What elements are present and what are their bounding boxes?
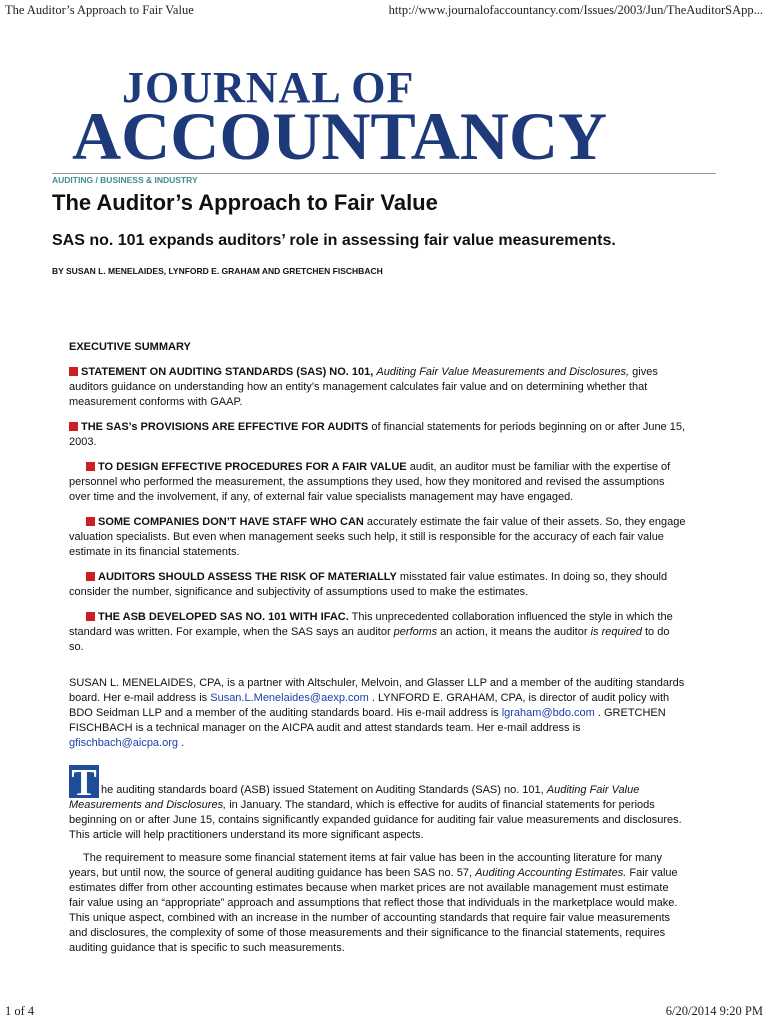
red-square-bullet-icon <box>69 422 78 431</box>
emphasis-performs: performs <box>393 626 438 638</box>
print-page-number: 1 of 4 <box>5 1004 35 1018</box>
bullet-lead: STATEMENT ON AUDITING STANDARDS (SAS) NO. 101, <box>81 366 374 378</box>
bullet-lead: SOME COMPANIES DON’T HAVE STAFF WHO CAN <box>98 516 364 528</box>
bullet-text: to do so. <box>69 626 670 653</box>
red-square-bullet-icon <box>86 572 95 581</box>
logo-line-2: ACCOUNTANCY <box>72 98 608 174</box>
standard-title: Auditing Accounting Estimates. <box>475 867 627 879</box>
executive-summary-heading: EXECUTIVE SUMMARY <box>69 341 191 353</box>
summary-bullet-4 <box>69 515 686 560</box>
paragraph-text: he auditing standards board (ASB) issued Statement on Auditing Standards (SAS) no. 101, <box>101 784 544 796</box>
body-paragraph-2 <box>69 851 686 956</box>
bullet-text: of financial statements for periods beginning on or after June 15, 2003. <box>69 421 686 448</box>
emphasis-is-required: is required <box>590 626 642 638</box>
bullet-lead: THE SAS’s PROVISIONS ARE EFFECTIVE FOR AUDITS <box>81 421 369 433</box>
summary-bullet-6 <box>69 610 686 655</box>
bullet-text: an action, it means the auditor <box>440 626 588 638</box>
summary-bullet-5 <box>69 570 686 600</box>
drop-cap-t: T <box>69 765 99 798</box>
print-page-title: The Auditor’s Approach to Fair Value <box>5 3 194 17</box>
author-bios <box>69 676 686 751</box>
paragraph-text: The requirement to measure some financial statement items at fair value has been in the accounting literature for many years, but until now, the source of general auditing guidance has been SAS no. 57, <box>69 852 663 879</box>
article-title: The Auditor’s Approach to Fair Value <box>52 190 438 215</box>
bullet-text: misstated fair value estimates. In doing so, they should consider the number, significance and subjectivity of assumptions used to make the estimates. <box>69 571 668 598</box>
section-kicker[interactable]: AUDITING / BUSINESS & INDUSTRY <box>52 175 198 185</box>
standard-title: Auditing Fair Value Measurements and Disclosures, <box>69 784 640 811</box>
email-link-graham[interactable]: lgraham@bdo.com <box>501 707 595 719</box>
standard-title: Auditing Fair Value Measurements and Disclosures, <box>376 366 630 378</box>
email-link-menelaides[interactable]: Susan.L.Menelaides@aexp.com <box>210 692 369 704</box>
paragraph-text: Fair value estimates differ from other accounting estimates because when market prices are not available management must estimate fair value using an “appropriate” approach and assumptions that reflect those that individuals in the marketplace would make. This unique aspect, combined with an increase in the number of accounting standards that require fair value measurements and disclosures, the complexity of some of those measurements and their significance to the financial statements, requires auditing guidance that is specific to such measurements. <box>69 867 678 954</box>
red-square-bullet-icon <box>86 612 95 621</box>
bio-text: SUSAN L. MENELAIDES, CPA, is a partner with Altschuler, Melvoin, and Glasser LLP and a member of the auditing standards board. Her e-mail address is <box>69 677 685 704</box>
article-subtitle: SAS no. 101 expands auditors’ role in assessing fair value measurements. <box>52 232 616 249</box>
red-square-bullet-icon <box>86 517 95 526</box>
journal-logo[interactable] <box>72 63 608 174</box>
bullet-text: gives auditors guidance on understanding how an entity’s management calculates fair value and on determining whether that measurement conforms with GAAP. <box>69 366 658 408</box>
red-square-bullet-icon <box>69 367 78 376</box>
header-divider <box>52 173 716 174</box>
summary-bullet-1 <box>69 365 686 410</box>
paragraph-text: in January. The standard, which is effective for audits of financial statements for periods beginning on or after June 15, contains significantly expanded guidance for auditing fair value measurements and disclosures. This article will help practitioners understand its more significant aspects. <box>69 799 682 841</box>
bio-text: . <box>181 737 185 749</box>
print-url: http://www.journalofaccountancy.com/Issues/2003/Jun/TheAuditorSApp... <box>388 3 763 17</box>
bullet-text: audit, an auditor must be familiar with the expertise of personnel who performed the measurement, the assumptions they used, how they monitored and revised the assumptions over time and the involvement, if any, of external fair value specialists management may have engaged. <box>69 461 671 503</box>
logo-line-1: JOURNAL OF <box>122 63 415 112</box>
print-datetime: 6/20/2014 9:20 PM <box>665 1004 763 1018</box>
summary-bullet-3 <box>69 460 686 505</box>
print-footer <box>5 1004 763 1020</box>
print-header <box>5 3 763 19</box>
bullet-lead: THE ASB DEVELOPED SAS NO. 101 WITH IFAC. <box>98 611 349 623</box>
email-link-fischbach[interactable]: gfischbach@aicpa.org <box>69 737 179 749</box>
summary-bullet-2 <box>69 420 686 450</box>
bullet-lead: TO DESIGN EFFECTIVE PROCEDURES FOR A FAIR VALUE <box>98 461 407 473</box>
article-byline: BY SUSAN L. MENELAIDES, LYNFORD E. GRAHAM AND GRETCHEN FISCHBACH <box>52 266 383 276</box>
bio-text: . GRETCHEN FISCHBACH is a technical manager on the AICPA audit and attest standards team. Her e-mail address is <box>69 707 666 734</box>
bullet-text: This unprecedented collaboration influenced the style in which the standard was written. For example, when the SAS says an auditor <box>69 611 673 638</box>
body-paragraph-1 <box>69 783 686 843</box>
bullet-text: accurately estimate the fair value of their assets. So, they engage valuation specialists. But even when management seeks such help, it still is responsible for the accuracy of each fair value estimate in its financial statements. <box>69 516 686 558</box>
red-square-bullet-icon <box>86 462 95 471</box>
bio-text: . LYNFORD E. GRAHAM, CPA, is director of audit policy with BDO Seidman LLP and a member of the auditing standards board. His e-mail address is <box>69 692 670 719</box>
bullet-lead: AUDITORS SHOULD ASSESS THE RISK OF MATERIALLY <box>98 571 397 583</box>
